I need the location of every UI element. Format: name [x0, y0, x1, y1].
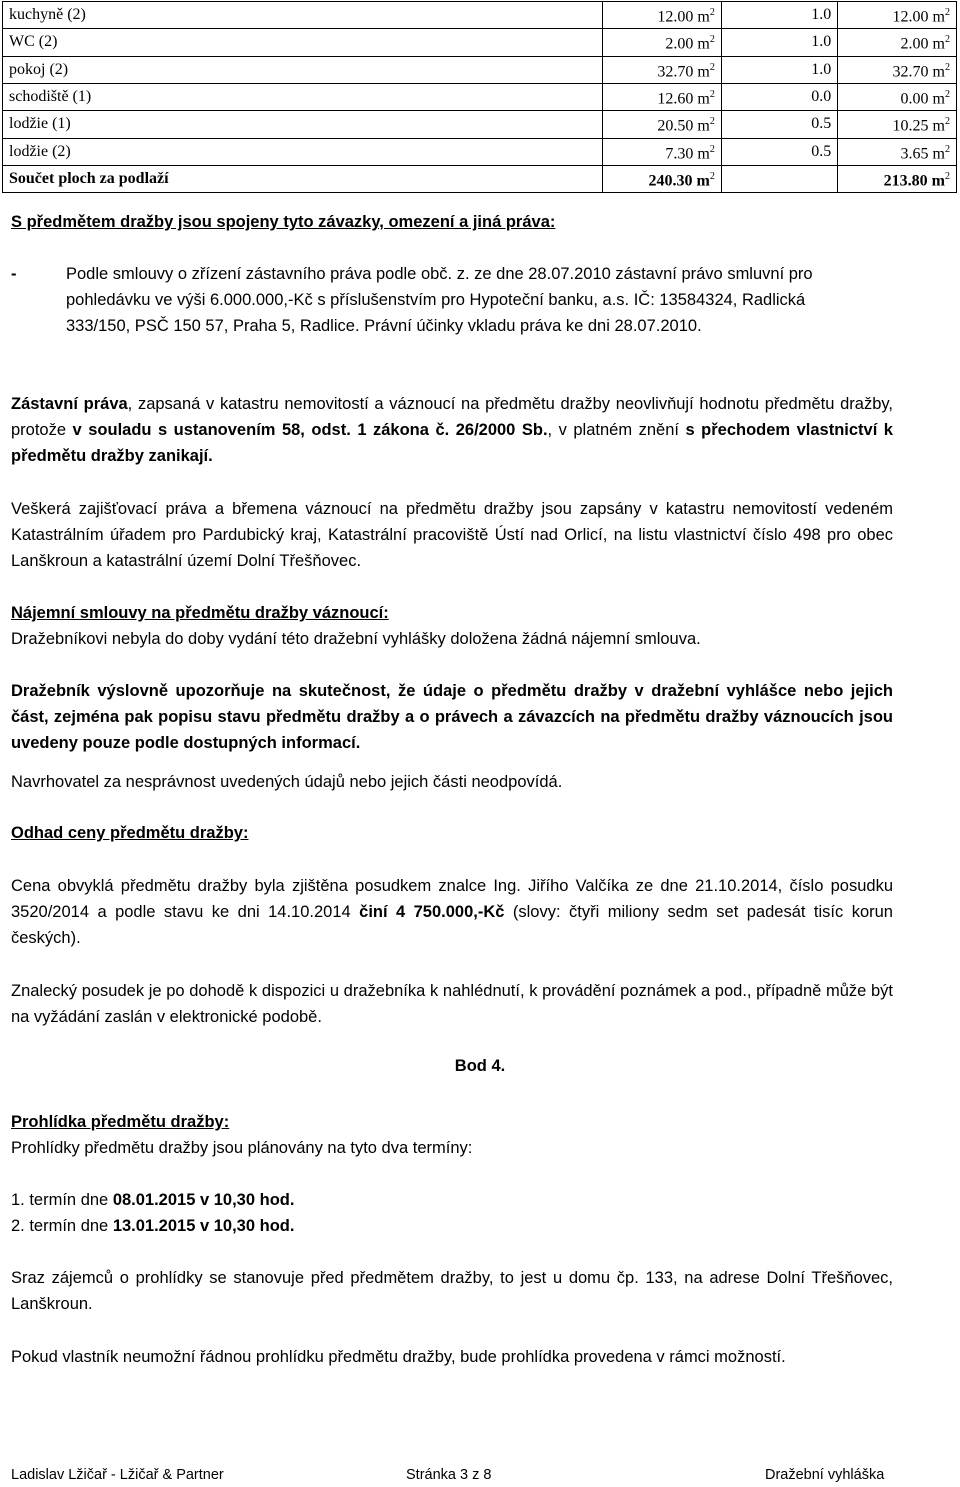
room-name: lodžie (2)	[3, 138, 603, 165]
room-name: pokoj (2)	[3, 56, 603, 83]
room-coefficient: 0.5	[721, 111, 837, 138]
table-row	[3, 2, 957, 29]
sum-area: 240.30 $m^2$	[603, 165, 722, 192]
room-area: 12.00 $m^2$	[603, 2, 722, 29]
area-table	[2, 1, 957, 193]
table-sum-row	[3, 165, 957, 192]
pledge-term: Zástavní práva	[11, 395, 128, 413]
valuation-price: činí 4 750.000,-Kč	[359, 903, 505, 921]
room-coefficient: 0.5	[721, 138, 837, 165]
room-coefficient: 1.0	[721, 2, 837, 29]
room-coefficient: 0.0	[721, 83, 837, 110]
room-result: 10.25 $m^2$	[838, 111, 957, 138]
room-result: 0.00 $m^2$	[838, 83, 957, 110]
valuation-text: Cena obvyklá předmětu dražby byla zjištěna posudkem znalce Ing. Jiřího Valčíka ze dne 21.10.2014, číslo posudku 3520/2014 a podle stavu ke dni 14.10.2014	[11, 877, 893, 921]
unit-exponent: 2	[945, 88, 950, 100]
pledge-paragraph	[11, 391, 893, 469]
term-2-label: 2. termín dne	[11, 1217, 113, 1235]
registry-paragraph: Veškerá zajišťovací práva a břemena váznoucí na předmětu dražby jsou zapsány v katastru nemovitostí vedeném Katastrálním úřadem pro Pardubický kraj, Katastrální pracoviště Ústí nad Orlicí, na listu vlastnictví číslo 498 pro obec Lanškroun a katastrální území Dolní Třešňovec.	[11, 500, 893, 570]
room-coefficient: 1.0	[721, 56, 837, 83]
unit-exponent: 2	[945, 170, 950, 182]
lease-heading: Nájemní smlouvy na předmětu dražby váznoucí:	[11, 604, 389, 622]
encumbrance-list	[11, 261, 866, 339]
lease-text: Dražebníkovi nebyla do doby vydání této dražební vyhlášky doložena žádná nájemní smlouva.	[11, 630, 701, 648]
term-1-label: 1. termín dne	[11, 1191, 113, 1209]
inspection-heading: Prohlídka předmětu dražby:	[11, 1113, 230, 1131]
room-result: 3.65 $m^2$	[838, 138, 957, 165]
section-title: Bod 4.	[454, 1057, 506, 1075]
sum-result: 213.80 $m^2$	[838, 165, 957, 192]
pledge-law: v souladu s ustanovením 58, odst. 1 zákona č. 26/2000 Sb.	[72, 421, 548, 439]
unit-exponent: 2	[709, 143, 715, 155]
inspection-intro: Prohlídky předmětu dražby jsou plánovány na tyto dva termíny:	[11, 1139, 473, 1157]
room-result: 2.00 $m^2$	[838, 29, 957, 56]
encumbrance-item: Podle smlouvy o zřízení zástavního práva podle obč. z. ze dne 28.07.2010 zástavní právo smluvní pro pohledávku ve výši 6.000.000,-Kč s příslušenstvím pro Hypoteční banku, a.s. IČ: 13584324, Radlická 333/150, PSČ 150 57, Praha 5, Radlice. Právní účinky vkladu práva ke dni 28.07.2010.	[66, 265, 813, 335]
term-1-date: 08.01.2015 v 10,30 hod.	[112, 1191, 295, 1209]
unit-exponent: 2	[709, 88, 715, 100]
room-coefficient: 1.0	[721, 29, 837, 56]
encumbrance-heading: S předmětem dražby jsou spojeny tyto závazky, omezení a jiná práva:	[11, 213, 556, 231]
unit-exponent: 2	[945, 7, 950, 18]
sum-label: Součet ploch za podlaží	[3, 165, 603, 192]
table-row	[3, 83, 957, 110]
term-2-date: 13.01.2015 v 10,30 hod.	[112, 1217, 295, 1235]
room-area: 20.50 $m^2$	[603, 111, 722, 138]
room-result: 32.70 $m^2$	[838, 56, 957, 83]
room-result: 12.00 $m^2$	[838, 2, 957, 29]
room-name: lodžie (1)	[3, 111, 603, 138]
sum-coefficient	[721, 165, 837, 192]
inspection-term-1	[11, 1187, 893, 1213]
meeting-paragraph: Sraz zájemců o prohlídky se stanovuje před předmětem dražby, to jest u domu čp. 133, na adrese Dolní Třešňovec, Lanškroun.	[11, 1269, 893, 1313]
unit-exponent: 2	[945, 34, 950, 46]
table-row	[3, 56, 957, 83]
pledge-outcome: s přechodem vlastnictví k předmětu dražby zanikají.	[11, 421, 893, 465]
refusal-paragraph: Pokud vlastník neumožní řádnou prohlídku předmětu dražby, bude prohlídka provedena v rámci možností.	[11, 1348, 786, 1366]
unit-exponent: 2	[945, 143, 950, 155]
valuation-heading: Odhad ceny předmětu dražby:	[11, 824, 249, 842]
pledge-text-2: , v platném znění	[547, 421, 686, 439]
table-row	[3, 111, 957, 138]
unit-exponent: 2	[709, 170, 715, 182]
footer-author: Ladislav Lžičař - Lžičař & Partner	[11, 1467, 224, 1483]
valuation-paragraph	[11, 873, 893, 951]
room-name: schodiště (1)	[3, 83, 603, 110]
unit-exponent: 2	[945, 61, 950, 73]
room-area: 2.00 $m^2$	[603, 29, 722, 56]
notice-paragraph: Dražebník výslovně upozorňuje na skutečnost, že údaje o předmětu dražby v dražební vyhlášce nebo jejich část, zejména pak popisu stavu předmětu dražby a o právech a závazcích na předmětu dražby váznoucích jsou uvedeny pouze podle dostupných informací.	[11, 682, 893, 752]
room-name: WC (2)	[3, 29, 603, 56]
inspection-term-2	[11, 1213, 893, 1239]
table-row	[3, 138, 957, 165]
pledge-text: , zapsaná v katastru nemovitostí a váznoucí na předmětu dražby neovlivňují hodnotu předmětu dražby, protože	[11, 395, 893, 439]
room-name: kuchyně (2)	[3, 2, 603, 29]
list-dash: -	[11, 265, 17, 283]
room-area: 7.30 $m^2$	[603, 138, 722, 165]
unit-exponent: 2	[709, 61, 715, 73]
unit-exponent: 2	[709, 34, 715, 46]
room-area: 12.60 $m^2$	[603, 83, 722, 110]
valuation-words: (slovy: čtyři miliony sedm set padesát tisíc korun českých).	[11, 903, 893, 947]
unit-exponent: 2	[709, 116, 715, 128]
room-area: 32.70 $m^2$	[603, 56, 722, 83]
report-paragraph: Znalecký posudek je po dohodě k dispozici u dražebníka k nahlédnutí, k provádění poznámek a pod., případně může být na vyžádání zaslán v elektronické podobě.	[11, 982, 893, 1026]
unit-exponent: 2	[709, 7, 715, 18]
footer-page-number: Stránka 3 z 8	[406, 1467, 492, 1483]
unit-exponent: 2	[945, 116, 950, 128]
proposer-paragraph: Navrhovatel za nesprávnost uvedených údajů nebo jejich části neodpovídá.	[11, 773, 563, 791]
footer-doc-title: Dražební vyhláška	[765, 1467, 885, 1483]
table-row	[3, 29, 957, 56]
